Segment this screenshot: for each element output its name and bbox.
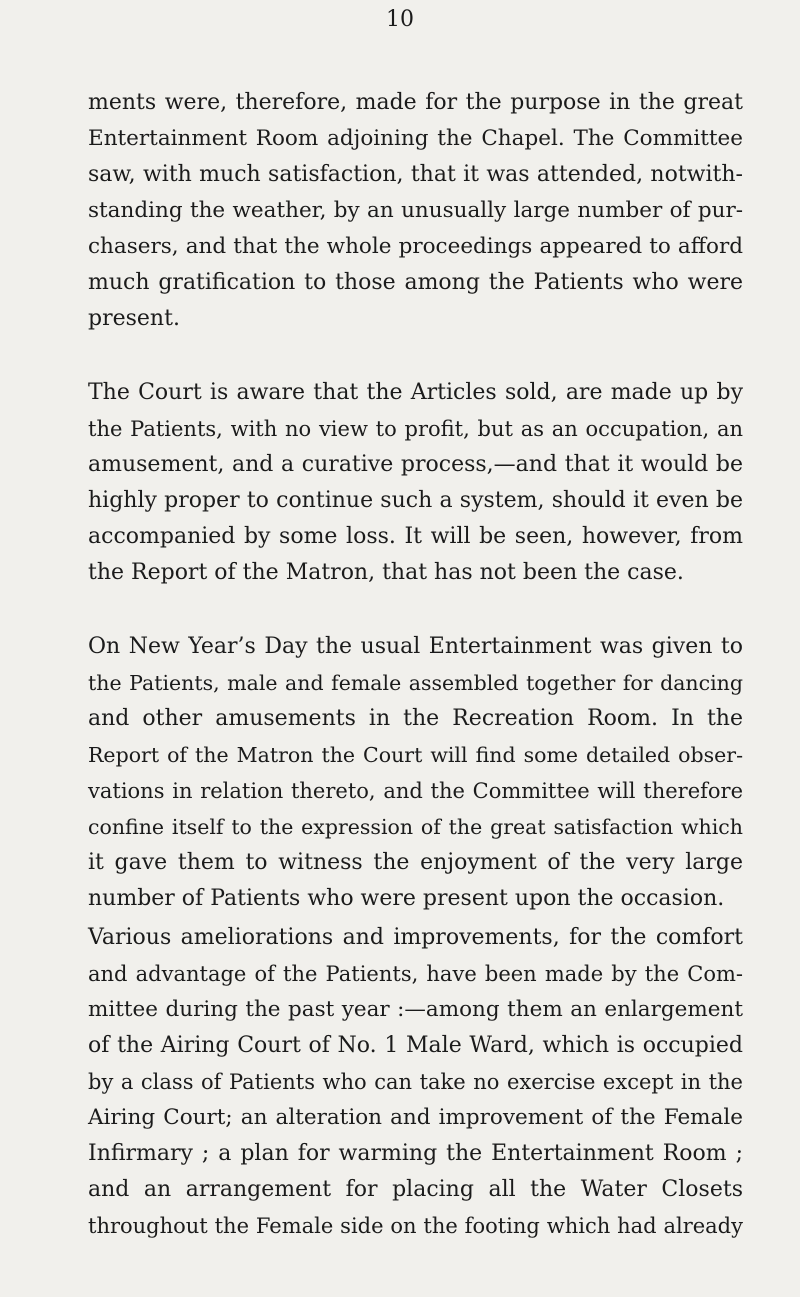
text-line: the Report of the Matron, that has not been the case. — [88, 560, 684, 585]
text-line: Infirmary ; a plan for warming the Entertainment Room ; — [88, 1141, 743, 1166]
text-line: mittee during the past year :—among them an enlargement — [88, 997, 743, 1022]
text-line: standing the weather, by an unusually large number of pur- — [88, 198, 743, 223]
text-line: confine itself to the expression of the great satisfaction which — [88, 815, 743, 839]
text-line: and advantage of the Patients, have been made by the Com- — [88, 962, 743, 986]
text-line: Entertainment Room adjoining the Chapel. The Committee — [88, 126, 743, 151]
text-line: saw, with much satisfaction, that it was attended, notwith- — [88, 162, 743, 187]
text-line: highly proper to continue such a system, should it even be — [88, 488, 743, 513]
paragraph-new-years-day — [88, 629, 743, 917]
text-line: ments were, therefore, made for the purpose in the great — [88, 90, 743, 115]
text-line: On New Year’s Day the usual Entertainment was given to — [88, 634, 743, 659]
text-line: vations in relation thereto, and the Committee will therefore — [88, 779, 743, 803]
text-line: present. — [88, 306, 180, 331]
paragraph-articles-sold — [88, 375, 743, 591]
text-line: and an arrangement for placing all the Water Closets — [88, 1177, 743, 1202]
text-line: by a class of Patients who can take no exercise except in the — [88, 1070, 743, 1094]
text-line: much gratification to those among the Patients who were — [88, 270, 743, 295]
text-line: The Court is aware that the Articles sold, are made up by — [88, 380, 743, 405]
text-line: the Patients, male and female assembled together for dancing — [88, 671, 743, 695]
text-line: throughout the Female side on the footing which had already — [88, 1214, 743, 1238]
text-line: chasers, and that the whole proceedings appeared to afford — [88, 234, 743, 259]
text-line: Various ameliorations and improvements, for the comfort — [88, 925, 743, 950]
page-number: 10 — [386, 7, 414, 32]
text-line: the Patients, with no view to profit, but as an occupation, an — [88, 417, 743, 441]
text-line: of the Airing Court of No. 1 Male Ward, which is occupied — [88, 1033, 743, 1058]
text-line: Report of the Matron the Court will find some detailed obser- — [88, 743, 743, 767]
paragraph-sale-of-articles — [88, 85, 743, 337]
text-line: and other amusements in the Recreation Room. In the — [88, 706, 743, 731]
text-line: number of Patients who were present upon the occasion. — [88, 886, 725, 911]
text-line: Airing Court; an alteration and improvement of the Female — [88, 1105, 743, 1130]
text-line: it gave them to witness the enjoyment of the very large — [88, 850, 743, 875]
paragraph-improvements — [88, 920, 743, 1244]
text-line: accompanied by some loss. It will be seen, however, from — [88, 524, 743, 549]
text-line: amusement, and a curative process,—and that it would be — [88, 452, 743, 477]
